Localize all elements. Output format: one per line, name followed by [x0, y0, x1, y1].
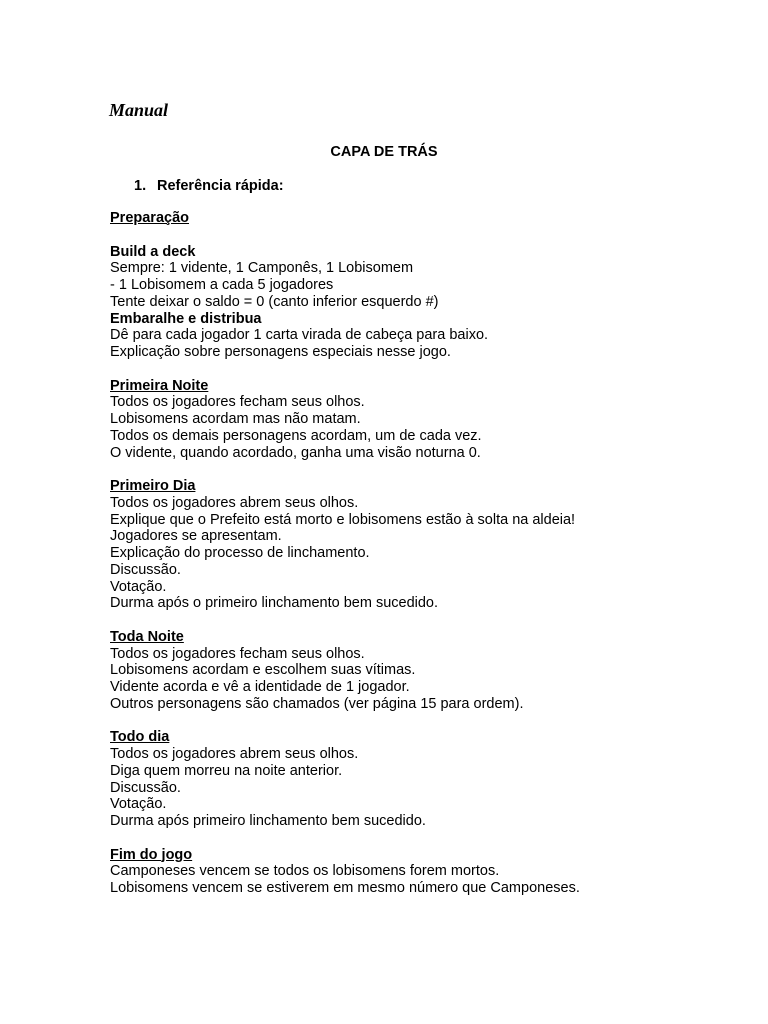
text-line: Jogadores se apresentam. — [110, 528, 282, 545]
spacer — [110, 612, 750, 629]
text-line: Todos os jogadores fecham seus olhos. — [110, 394, 365, 411]
text-line: Camponeses vencem se todos os lobisomens forem mortos. — [110, 863, 500, 880]
text-line: - 1 Lobisomem a cada 5 jogadores — [110, 277, 334, 293]
text-line: Explicação do processo de linchamento. — [110, 545, 370, 561]
text-line: Tente deixar o saldo = 0 (canto inferior esquerdo #) — [110, 293, 439, 310]
spacer — [110, 830, 750, 847]
page-heading: CAPA DE TRÁS — [330, 144, 438, 160]
text-line: Sempre: 1 vidente, 1 Camponês, 1 Lobisomem — [110, 260, 414, 277]
text-line: Outros personagens são chamados (ver página 15 para ordem). — [110, 695, 524, 712]
text-line: Lobisomens acordam mas não matam. — [110, 411, 361, 427]
spacer — [110, 361, 750, 378]
text-line: Todos os demais personagens acordam, um de cada vez. — [110, 427, 482, 444]
text-line: Durma após primeiro linchamento bem sucedido. — [110, 813, 426, 829]
text-line: Durma após o primeiro linchamento bem sucedido. — [110, 595, 439, 612]
text-line: Todos os jogadores abrem seus olhos. — [110, 494, 359, 511]
text-line: Dê para cada jogador 1 carta virada de cabeça para baixo. — [110, 327, 489, 344]
section-primeiro-dia — [110, 478, 750, 612]
text-line: Votação. — [110, 796, 167, 813]
text-line: Explique que o Prefeito está morto e lobisomens estão à solta na aldeia! — [110, 511, 576, 528]
spacer — [110, 227, 750, 244]
section-title: Preparação — [110, 210, 189, 226]
text-line: Discussão. — [110, 561, 181, 578]
section-title: Primeiro Dia — [110, 478, 196, 494]
text-line: O vidente, quando acordado, ganha uma visão noturna 0. — [110, 444, 481, 461]
text-line: Votação. — [110, 578, 167, 595]
text-line: Vidente acorda e vê a identidade de 1 jogador. — [110, 679, 410, 695]
list-number: 1. — [134, 178, 147, 194]
section-title: Todo dia — [110, 729, 170, 746]
text-line: Todos os jogadores fecham seus olhos. — [110, 645, 365, 662]
quick-reference-label: Referência rápida: — [157, 178, 284, 194]
text-line: Lobisomens acordam e escolhem suas vítimas. — [110, 662, 416, 679]
spacer — [110, 713, 750, 730]
subsection-title: Build a deck — [110, 243, 196, 260]
section-todo-dia — [110, 729, 750, 830]
text-line: Explicação sobre personagens especiais nesse jogo. — [110, 344, 451, 360]
document-body — [110, 210, 750, 897]
subsection-title: Embaralhe e distribua — [110, 310, 262, 327]
text-line: Discussão. — [110, 779, 181, 796]
quick-reference-heading — [134, 177, 284, 195]
text-line: Diga quem morreu na noite anterior. — [110, 762, 343, 779]
section-preparacao — [110, 210, 750, 361]
section-primeira-noite — [110, 378, 750, 462]
section-title: Toda Noite — [110, 628, 184, 645]
section-title: Fim do jogo — [110, 846, 193, 863]
section-fim-do-jogo — [110, 847, 750, 897]
text-line: Lobisomens vencem se estiverem em mesmo número que Camponeses. — [110, 880, 580, 896]
spacer — [110, 461, 750, 478]
text-line: Todos os jogadores abrem seus olhos. — [110, 746, 359, 762]
section-toda-noite — [110, 629, 750, 713]
section-title: Primeira Noite — [110, 377, 209, 394]
document-title: Manual — [109, 100, 169, 120]
